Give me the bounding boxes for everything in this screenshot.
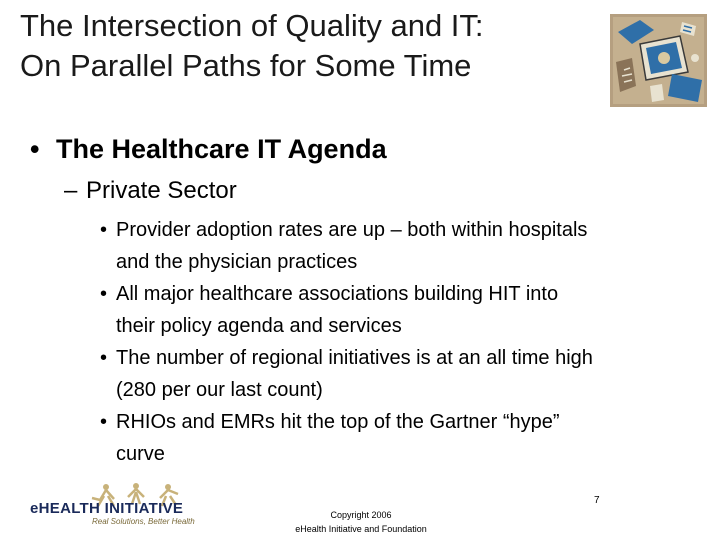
footer-copyright	[272, 508, 450, 536]
list-item-line: their policy agenda and services	[116, 315, 402, 337]
bullet-glyph: •	[30, 134, 40, 164]
list-item-line: RHIOs and EMRs hit the top of the Gartner “hype”	[116, 411, 560, 433]
list-item-line: All major healthcare associations building HIT into	[116, 283, 559, 305]
copyright-line: Copyright 2006	[330, 510, 392, 520]
computer-figures-clipart-icon	[610, 14, 707, 107]
bullet-level-3-list	[100, 214, 700, 470]
page-number: 7	[594, 495, 600, 506]
list-item-line: (280 per our last count)	[116, 379, 323, 401]
slide-title	[20, 6, 590, 86]
bullet-glyph: •	[100, 283, 108, 305]
logo-tagline: Real Solutions, Better Health	[92, 517, 195, 526]
title-line-2: On Parallel Paths for Some Time	[20, 48, 472, 83]
bullet-glyph: •	[100, 347, 108, 369]
list-item	[100, 214, 700, 278]
bullet-glyph: •	[100, 411, 108, 433]
list-item-line: curve	[116, 443, 165, 465]
list-item	[100, 406, 700, 470]
dash-glyph: –	[64, 177, 78, 204]
list-item	[100, 342, 700, 406]
list-item	[100, 278, 700, 342]
bullet-level-2-text: Private Sector	[86, 177, 237, 204]
bullet-level-1	[30, 134, 387, 165]
bullet-level-1-text: The Healthcare IT Agenda	[56, 134, 387, 164]
title-line-1: The Intersection of Quality and IT:	[20, 8, 484, 43]
list-item-line: Provider adoption rates are up – both within hospitals	[116, 219, 588, 241]
organization-line: eHealth Initiative and Foundation	[295, 524, 427, 534]
logo-wordmark: eHEALTH INITIATIVE	[30, 500, 184, 517]
bullet-level-2	[64, 177, 237, 205]
list-item-line: The number of regional initiatives is at an all time high	[116, 347, 593, 369]
bullet-glyph: •	[100, 219, 108, 241]
list-item-line: and the physician practices	[116, 251, 358, 273]
